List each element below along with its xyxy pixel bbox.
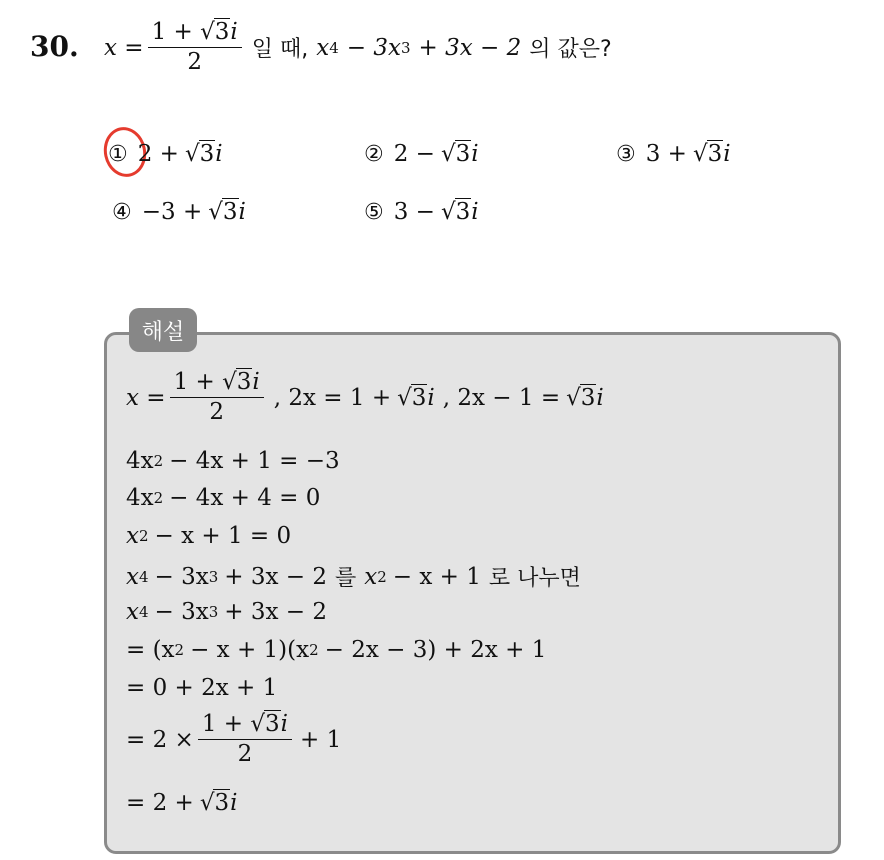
expr-mid: − 3x	[346, 34, 401, 61]
question-number: 30.	[30, 30, 79, 63]
sol-text: − 4x + 1 = −3	[169, 448, 340, 474]
solution-line-9	[126, 712, 341, 768]
sol-text: − 4x + 4 = 0	[169, 485, 321, 511]
imaginary-unit: i	[723, 141, 731, 167]
sol-text: , 2x = 1 +	[273, 384, 392, 411]
imaginary-unit: i	[238, 199, 246, 225]
sqrt-symbol: √3	[566, 384, 596, 411]
sqrt-symbol: √3	[440, 141, 471, 167]
question-stem: x = $\frac{1 + √3i}{2}$ 일 때, x 4 − 3x 3 + 3x − 2 의 값은?	[104, 19, 612, 76]
sol-korean: 를	[334, 566, 357, 591]
radicand: 3	[265, 711, 280, 737]
imaginary-unit: i	[427, 384, 435, 411]
choice-number: ②	[364, 141, 384, 167]
radicand: 3	[199, 141, 215, 167]
radicand: 3	[707, 141, 723, 167]
sol-fraction	[170, 370, 264, 426]
sol-text: + 1	[300, 726, 342, 753]
fraction-numerator-text: 1 +	[201, 711, 244, 737]
sqrt-symbol: √3	[208, 199, 238, 225]
imaginary-unit: i	[280, 711, 288, 737]
choice-number: ⑤	[364, 199, 384, 225]
question-korean-2: 의 값은?	[529, 37, 612, 63]
sol-text: , 2x − 1 =	[442, 384, 561, 411]
sqrt-symbol: √3	[692, 141, 723, 167]
choice-text: 3 −	[393, 199, 435, 225]
sqrt-symbol: √3	[200, 19, 230, 45]
sqrt-symbol: √3	[222, 369, 252, 395]
imaginary-unit: i	[596, 384, 604, 411]
choice-4[interactable]	[112, 199, 246, 225]
choice-number: ①	[108, 141, 128, 167]
sol-text: = (x	[126, 637, 175, 663]
radicand: 3	[455, 141, 471, 167]
imaginary-unit: i	[215, 141, 223, 167]
expr-tail: + 3x − 2	[418, 34, 522, 61]
sol-text: = 0 + 2x + 1	[126, 675, 278, 701]
solution-line-2: 4x 2 − 4x + 1 = −3	[126, 448, 340, 474]
imaginary-unit: i	[230, 19, 238, 45]
sol-text: x	[126, 599, 139, 625]
choice-text: 2 +	[137, 141, 179, 167]
solution-tag: 해설	[129, 308, 197, 352]
sol-text: 4x	[126, 485, 154, 511]
sol-text: − x + 1	[392, 563, 481, 590]
sol-text: − 2x − 3) + 2x + 1	[324, 637, 547, 663]
choice-1[interactable]	[108, 141, 223, 167]
sol-korean: 로 나누면	[488, 566, 581, 591]
fraction-numerator-text: 1 +	[151, 19, 193, 45]
radicand: 3	[222, 199, 238, 225]
sol-text: − x + 1 = 0	[154, 523, 292, 549]
choice-number: ③	[616, 141, 636, 167]
sol-text: x =	[126, 384, 166, 411]
radicand: 3	[455, 199, 471, 225]
solution-line-5: x 4 − 3x 3 + 3x − 2 를 x 2 − x + 1 로 나누면	[126, 561, 581, 592]
choice-text: −3 +	[141, 199, 203, 225]
sol-text: x	[126, 523, 139, 549]
solution-line-3: 4x 2 − 4x + 4 = 0	[126, 485, 321, 511]
choice-text: 3 +	[645, 141, 687, 167]
sol-text: − 3x	[154, 599, 209, 625]
choice-number: ④	[112, 199, 132, 225]
fraction-denominator: 2	[209, 399, 224, 426]
sol-text: 4x	[126, 448, 154, 474]
imaginary-unit: i	[471, 141, 479, 167]
sol-text: x	[364, 563, 378, 590]
imaginary-unit: i	[252, 369, 260, 395]
question-korean-1: 일 때,	[251, 37, 309, 63]
solution-line-6: x 4 − 3x 3 + 3x − 2	[126, 599, 327, 625]
question-x-lhs: x =	[104, 34, 144, 61]
sol-text: = 2 ×	[126, 726, 194, 753]
question-fraction	[148, 20, 242, 76]
sol-fraction	[198, 712, 292, 768]
sqrt-symbol: √3	[397, 384, 427, 411]
fraction-numerator-text: 1 +	[173, 369, 215, 395]
sqrt-symbol: √3	[250, 711, 280, 737]
choice-5[interactable]	[364, 199, 479, 225]
sol-text: x	[126, 563, 139, 590]
imaginary-unit: i	[471, 199, 479, 225]
choice-2[interactable]	[364, 141, 479, 167]
radicand: 3	[214, 790, 230, 816]
sqrt-symbol: √3	[440, 199, 471, 225]
sol-text: − 3x	[154, 563, 209, 590]
fraction-denominator: 2	[237, 741, 253, 768]
radicand: 3	[214, 19, 230, 45]
sol-text: − x + 1)(x	[190, 637, 310, 663]
imaginary-unit: i	[230, 790, 238, 816]
solution-line-8	[126, 675, 277, 701]
expr-x4: x	[316, 34, 330, 61]
fraction-denominator: 2	[187, 49, 202, 76]
choice-3[interactable]	[616, 141, 731, 167]
sqrt-symbol: √3	[199, 790, 230, 816]
solution-line-4: x 2 − x + 1 = 0	[126, 523, 292, 549]
radicand: 3	[411, 384, 427, 411]
sqrt-symbol: √3	[184, 141, 215, 167]
sol-text: + 3x − 2	[224, 599, 327, 625]
solution-line-1	[126, 370, 604, 426]
solution-line-7: = (x 2 − x + 1)(x 2 − 2x − 3) + 2x + 1	[126, 637, 547, 663]
radicand: 3	[580, 384, 596, 411]
radicand: 3	[236, 369, 252, 395]
sol-text: + 3x − 2	[224, 563, 327, 590]
sol-text: = 2 +	[126, 790, 194, 816]
solution-line-10	[126, 790, 237, 816]
choice-text: 2 −	[393, 141, 435, 167]
